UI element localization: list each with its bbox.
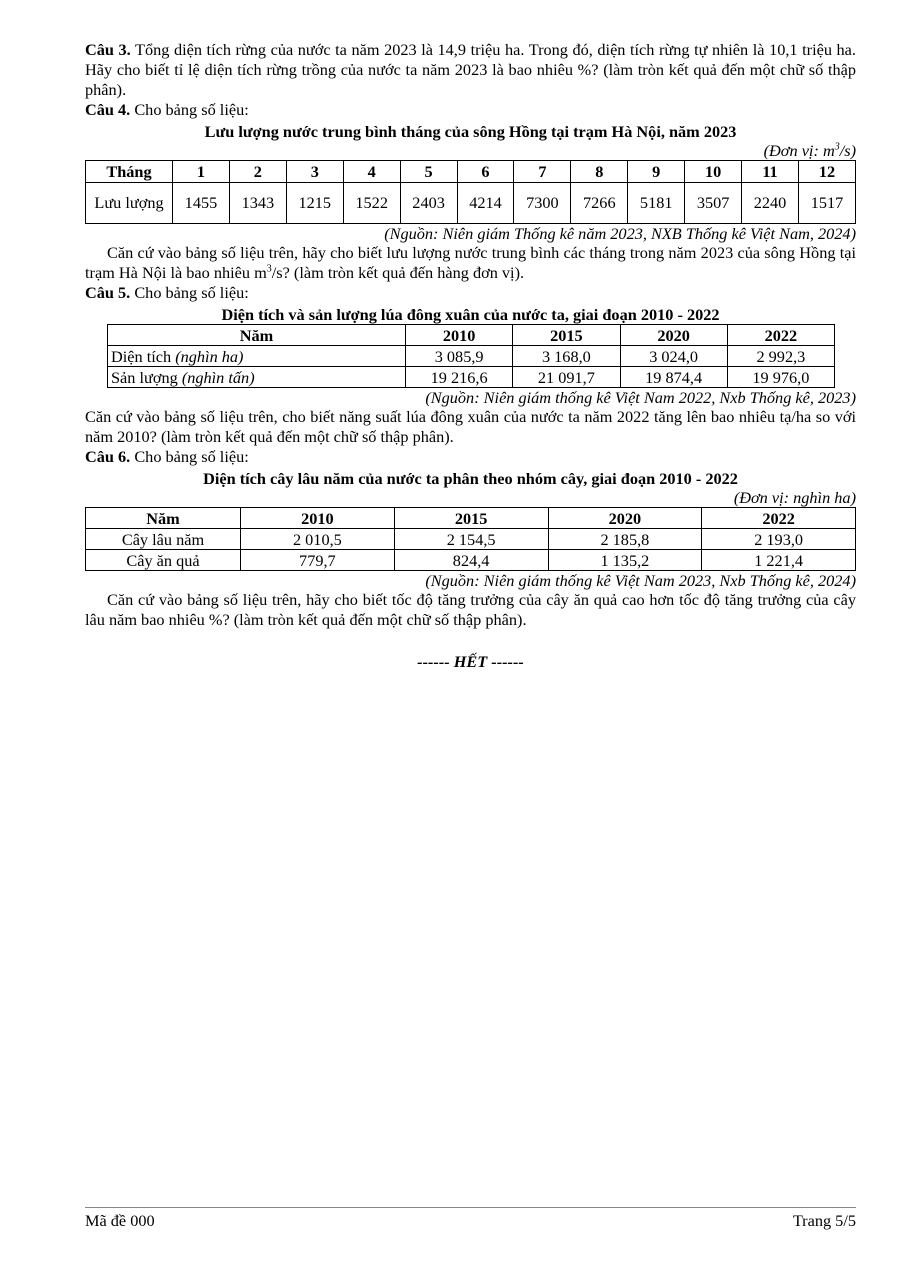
month-cell: 9 [628,161,685,183]
flow-value-cell: 5181 [628,183,685,224]
table-cell: 2 992,3 [727,346,834,367]
question-3 [85,40,856,100]
table-cell: 3 085,9 [406,346,513,367]
flow-value-cell: 2240 [742,183,799,224]
table-5-header-cell: Năm [108,325,406,346]
unit-prefix: (Đơn vị: m [763,141,835,160]
table-cell: 824,4 [394,550,548,571]
flow-value-cell: 1517 [798,183,855,224]
table-4-value-row [86,183,856,224]
table-5-row-label [108,367,406,388]
table-cell: 1 135,2 [548,550,702,571]
flow-value-cell: 4214 [457,183,514,224]
table-4-title: Lưu lượng nước trung bình tháng của sông Hồng tại trạm Hà Nội, năm 2023 [204,122,737,141]
table-cell: 2 193,0 [702,529,856,550]
month-cell: 10 [685,161,742,183]
table-6 [85,507,856,571]
table-row [86,550,856,571]
question-4-intro [85,100,856,120]
table-cell: 19 976,0 [727,367,834,388]
month-cell: 12 [798,161,855,183]
question-4-intro-text: Cho bảng số liệu: [130,100,249,119]
row-label-text: Sản lượng [111,367,182,387]
question-3-label: Câu 3. [85,40,131,59]
table-row [86,529,856,550]
question-5-intro [85,283,856,303]
table-5-header-cell: 2020 [620,325,727,346]
table-cell: 19 216,6 [406,367,513,388]
row-label-text: Diện tích [111,346,176,366]
table-6-header-cell: 2020 [548,508,702,529]
month-cell: 8 [571,161,628,183]
question-6-text: Căn cứ vào bảng số liệu trên, hãy cho biết tốc độ tăng trưởng của cây ăn quả cao hơn tốc độ tăng trưởng của cây lâu năm bao nhiêu %? (làm tròn kết quả đến một chữ số thập phân). [85,590,856,629]
flow-value-cell: 1522 [343,183,400,224]
table-6-title: Diện tích cây lâu năm của nước ta phân theo nhóm cây, giai đoạn 2010 - 2022 [203,469,738,488]
unit-sup: 3 [834,141,840,153]
question-6-label: Câu 6. [85,447,131,466]
month-cell: 11 [742,161,799,183]
month-cell: 4 [343,161,400,183]
table-4-row-label: Lưu lượng [86,183,173,224]
table-5-title: Diện tích và sản lượng lúa đông xuân của nước ta, giai đoạn 2010 - 2022 [221,305,720,324]
month-cell: 5 [400,161,457,183]
table-6-row-label: Cây ăn quả [86,550,241,571]
table-4-header-label: Tháng [86,161,173,183]
month-cell: 6 [457,161,514,183]
question-4-text [85,243,856,283]
footer-exam-code: Mã đề 000 [85,1211,155,1230]
table-6-header-cell: 2015 [394,508,548,529]
table-cell: 2 154,5 [394,529,548,550]
table-6-header-cell: 2010 [241,508,395,529]
table-5 [107,324,835,388]
flow-value-cell: 3507 [685,183,742,224]
table-row [108,367,835,388]
table-5-source: (Nguồn: Niên giám thống kê Việt Nam 2022, Nxb Thống kê, 2023) [425,388,856,407]
question-6-intro-text: Cho bảng số liệu: [130,447,249,466]
question-5-text: Căn cứ vào bảng số liệu trên, cho biết năng suất lúa đông xuân của nước ta năm 2022 tăng lên bao nhiêu tạ/ha so với năm 2010? (làm tròn kết quả đến một chữ số thập phân). [85,407,856,446]
table-cell: 19 874,4 [620,367,727,388]
month-cell: 7 [514,161,571,183]
table-5-row-label [108,346,406,367]
flow-value-cell: 1215 [286,183,343,224]
flow-value-cell: 2403 [400,183,457,224]
question-5-label: Câu 5. [85,283,131,302]
table-4 [85,160,856,224]
end-mark: ------ HẾT ------ [417,652,524,671]
table-cell: 3 168,0 [513,346,620,367]
table-6-unit: (Đơn vị: nghìn ha) [733,488,856,507]
table-cell: 2 185,8 [548,529,702,550]
table-5-header-cell: 2022 [727,325,834,346]
table-5-header-cell: 2015 [513,325,620,346]
flow-value-cell: 7300 [514,183,571,224]
footer-divider [85,1207,856,1208]
month-cell: 3 [286,161,343,183]
footer-page-number: Trang 5/5 [792,1211,856,1230]
question-4-post: /s? (làm tròn kết quả đến hàng đơn vị). [271,263,525,282]
unit-suffix: /s) [839,141,856,160]
table-6-header-cell: Năm [86,508,241,529]
table-cell: 779,7 [241,550,395,571]
flow-value-cell: 1455 [173,183,230,224]
table-cell: 2 010,5 [241,529,395,550]
question-3-text: Tổng diện tích rừng của nước ta năm 2023 là 14,9 triệu ha. Trong đó, diện tích rừng tự nhiên là 10,1 triệu ha. Hãy cho biết tỉ lệ diện tích rừng trồng của nước ta năm 2023 là bao nhiêu %? (làm tròn kết quả đến một chữ số thập phân). [85,40,856,99]
question-4-label: Câu 4. [85,100,131,119]
flow-value-cell: 1343 [229,183,286,224]
table-5-header-cell: 2010 [406,325,513,346]
row-label-unit: (nghìn ha) [175,346,244,366]
question-4-pre: Căn cứ vào bảng số liệu trên, hãy cho biết lưu lượng nước trung bình các tháng trong năm 2023 của sông Hồng tại trạm Hà Nội là bao nhiêu m [85,243,856,282]
row-label-unit: (nghìn tấn) [181,367,255,387]
question-5-intro-text: Cho bảng số liệu: [130,283,249,302]
table-6-header-row [86,508,856,529]
table-cell: 1 221,4 [702,550,856,571]
question-4-sup: 3 [266,263,272,275]
table-cell: 3 024,0 [620,346,727,367]
month-cell: 1 [173,161,230,183]
table-4-source: (Nguồn: Niên giám Thống kê năm 2023, NXB Thống kê Việt Nam, 2024) [384,224,856,243]
table-5-header-row [108,325,835,346]
table-cell: 21 091,7 [513,367,620,388]
table-row [108,346,835,367]
exam-page [85,40,856,672]
table-6-header-cell: 2022 [702,508,856,529]
table-4-unit [85,142,856,160]
question-6-intro [85,447,856,467]
flow-value-cell: 7266 [571,183,628,224]
table-6-source: (Nguồn: Niên giám thống kê Việt Nam 2023, Nxb Thống kê, 2024) [425,571,856,590]
table-4-header-row [86,161,856,183]
table-6-row-label: Cây lâu năm [86,529,241,550]
month-cell: 2 [229,161,286,183]
